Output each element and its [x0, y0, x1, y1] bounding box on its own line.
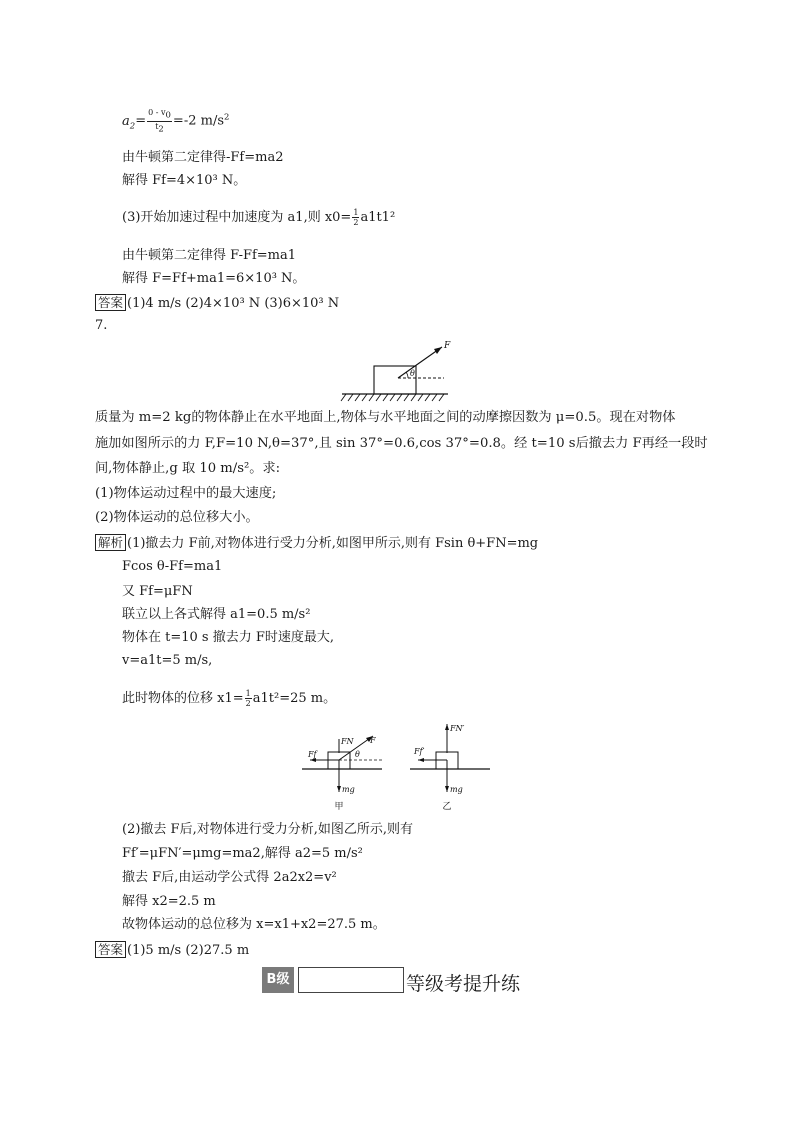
- answer-line: 答案 (1)4 m/s (2)4×10³ N (3)6×10³ N: [95, 294, 339, 312]
- solution-line: 解得 F=Ff+ma1=6×10³ N。: [122, 271, 306, 286]
- solution-line: 又 Ff=μFN: [122, 584, 193, 599]
- solution-line: 故物体运动的总位移为 x=x1+x2=27.5 m。: [122, 917, 386, 932]
- answer-tag: 答案: [95, 294, 126, 311]
- solution-line: 物体在 t=10 s 撤去力 F时速度最大,: [122, 630, 335, 645]
- gravity-label: mg: [342, 785, 355, 794]
- section-title: 等级考提升练: [406, 973, 521, 995]
- figure-yi: [408, 722, 498, 812]
- solution-line: v=a1t=5 m/s,: [122, 653, 213, 668]
- problem-number: 7.: [95, 318, 108, 333]
- problem-stem: 间,物体静止,g 取 10 m/s²。求:: [95, 461, 281, 476]
- analysis-tag: 解析: [95, 534, 126, 551]
- solution-line: Fcos θ-Ff=ma1: [122, 559, 223, 574]
- level-badge: B级: [262, 967, 294, 993]
- solution-line: 联立以上各式解得 a1=0.5 m/s²: [122, 607, 311, 622]
- equation-x0: (3)开始加速过程中加速度为 a1,则 x0= $\frac{1}{2}$ a1t1²: [122, 208, 396, 227]
- force-label: F: [444, 341, 451, 351]
- answer-tag: 答案: [95, 941, 126, 958]
- problem-stem: 施加如图所示的力 F,F=10 N,θ=37°,且 sin 37°=0.6,cos 37°=0.8。经 t=10 s后撤去力 F再经一段时: [95, 436, 708, 451]
- question-1: (1)物体运动过程中的最大速度;: [95, 486, 277, 501]
- solution-line: (2)撤去 F后,对物体进行受力分析,如图乙所示,则有: [122, 822, 413, 837]
- solution-line: Ff′=μFN′=μmg=ma2,解得 a2=5 m/s²: [122, 846, 363, 861]
- solution-line: 撤去 F后,由运动学公式得 2a2x2=v²: [122, 870, 337, 885]
- angle-label: θ: [410, 369, 415, 378]
- fraction: $\frac{0 - v_0}{t_2}$: [148, 108, 171, 135]
- equation-x1: 此时物体的位移 x1= $\frac{1}{2}$ a1t²=25 m。: [122, 689, 337, 708]
- fraction: $\frac{1}{2}$: [245, 689, 251, 708]
- solution-line: 解析 (1)撤去力 F前,对物体进行受力分析,如图甲所示,则有 Fsin θ+FN=mg: [95, 534, 538, 552]
- friction-label: Ff′: [414, 747, 425, 756]
- figure-caption: 乙: [442, 802, 452, 812]
- question-2: (2)物体运动的总位移大小。: [95, 510, 259, 525]
- solution-line: 由牛顿第二定律得 F-Ff=ma1: [122, 248, 297, 263]
- solution-line: 解得 Ff=4×10³ N。: [122, 173, 247, 188]
- normal-force-label: FN: [341, 737, 354, 746]
- friction-label: Ff: [308, 750, 317, 759]
- figure-block-force: [340, 338, 460, 403]
- equation-a2: $a_2=$ $\frac{0 - v_0}{t_2}$ =-2 $m/s^2$: [122, 108, 230, 135]
- fraction: $\frac{1}{2}$: [353, 208, 359, 227]
- figure-caption: 甲: [334, 802, 344, 812]
- gravity-label: mg: [450, 785, 463, 794]
- normal-force-label: FN′: [450, 724, 465, 733]
- answer-line: 答案 (1)5 m/s (2)27.5 m: [95, 941, 249, 959]
- banner-blank-box: [298, 967, 404, 993]
- force-label: F: [370, 736, 376, 745]
- figure-jia: [300, 722, 390, 812]
- angle-label: θ: [355, 750, 360, 759]
- problem-stem: 质量为 m=2 kg的物体静止在水平地面上,物体与水平地面之间的动摩擦因数为 μ=0.5。现在对物体: [95, 410, 676, 425]
- solution-line: 由牛顿第二定律得-Ff=ma2: [122, 150, 284, 165]
- solution-line: 解得 x2=2.5 m: [122, 894, 216, 909]
